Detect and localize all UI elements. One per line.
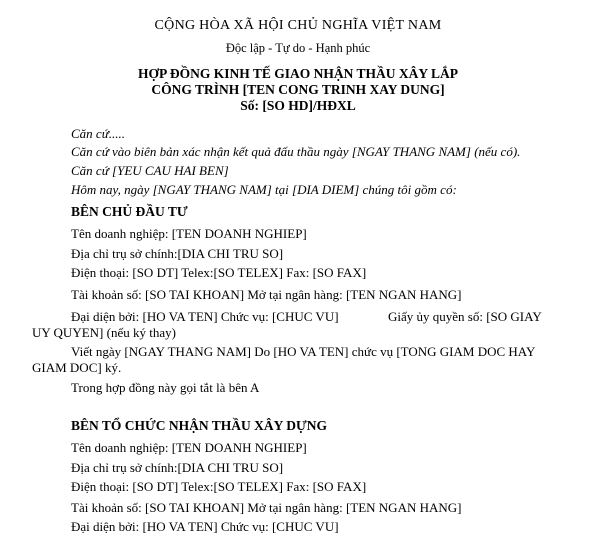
national-motto: Độc lập - Tự do - Hạnh phúc	[225, 41, 371, 55]
contract-title-line2: CÔNG TRÌNH [TEN CONG TRINH XAY DUNG]	[151, 82, 445, 97]
basis-2: Căn cứ vào biên bản xác nhận kết quả đấu thầu ngày [NGAY THANG NAM] (nếu có).	[71, 144, 521, 159]
party-a-authorization: Giấy ủy quyền số: [SO GIAY	[388, 309, 542, 324]
party-b-heading: BÊN TỔ CHỨC NHẬN THẦU XÂY DỰNG	[71, 418, 328, 433]
party-a-phone: Điện thoại: [SO DT] Telex:[SO TELEX] Fax: [SO FAX]	[71, 265, 367, 280]
party-a-signed: Viết ngày [NGAY THANG NAM] Do [HO VA TEN] chức vụ [TONG GIAM DOC HAY	[71, 344, 536, 359]
party-a-representative: Đại diện bởi: [HO VA TEN] Chức vụ: [CHUC VU]	[71, 309, 339, 324]
basis-1: Căn cứ.....	[71, 126, 126, 141]
party-b-address: Địa chỉ trụ sở chính:[DIA CHI TRU SO]	[71, 460, 284, 475]
contract-number: Số: [SO HD]/HĐXL	[240, 98, 356, 113]
party-b-account: Tài khoản số: [SO TAI KHOAN] Mở tại ngân hàng: [TEN NGAN HANG]	[71, 500, 462, 515]
party-a-hereinafter: Trong hợp đồng này gọi tắt là bên A	[71, 380, 260, 395]
party-b-phone: Điện thoại: [SO DT] Telex:[SO TELEX] Fax: [SO FAX]	[71, 479, 367, 494]
basis-3: Căn cứ [YEU CAU HAI BEN]	[71, 163, 229, 178]
party-a-heading: BÊN CHỦ ĐẦU TƯ	[71, 204, 188, 219]
today-statement: Hôm nay, ngày [NGAY THANG NAM] tại [DIA DIEM] chúng tôi gồm có:	[71, 182, 457, 197]
national-title: CỘNG HÒA XÃ HỘI CHỦ NGHĨA VIỆT NAM	[154, 18, 442, 33]
party-a-authorization-cont: UY QUYEN] (nếu ký thay)	[32, 325, 176, 340]
party-a-company: Tên doanh nghiệp: [TEN DOANH NGHIEP]	[71, 226, 307, 241]
party-b-representative: Đại diện bởi: [HO VA TEN] Chức vụ: [CHUC VU]	[71, 519, 339, 534]
party-a-address: Địa chỉ trụ sở chính:[DIA CHI TRU SO]	[71, 246, 284, 261]
party-b-company: Tên doanh nghiệp: [TEN DOANH NGHIEP]	[71, 440, 307, 455]
contract-title-line1: HỢP ĐỒNG KINH TẾ GIAO NHẬN THẦU XÂY LẮP	[137, 66, 459, 81]
party-a-account: Tài khoản số: [SO TAI KHOAN] Mở tại ngân hàng: [TEN NGAN HANG]	[71, 287, 462, 302]
party-a-signed-cont: GIAM DOC] ký.	[32, 360, 122, 375]
